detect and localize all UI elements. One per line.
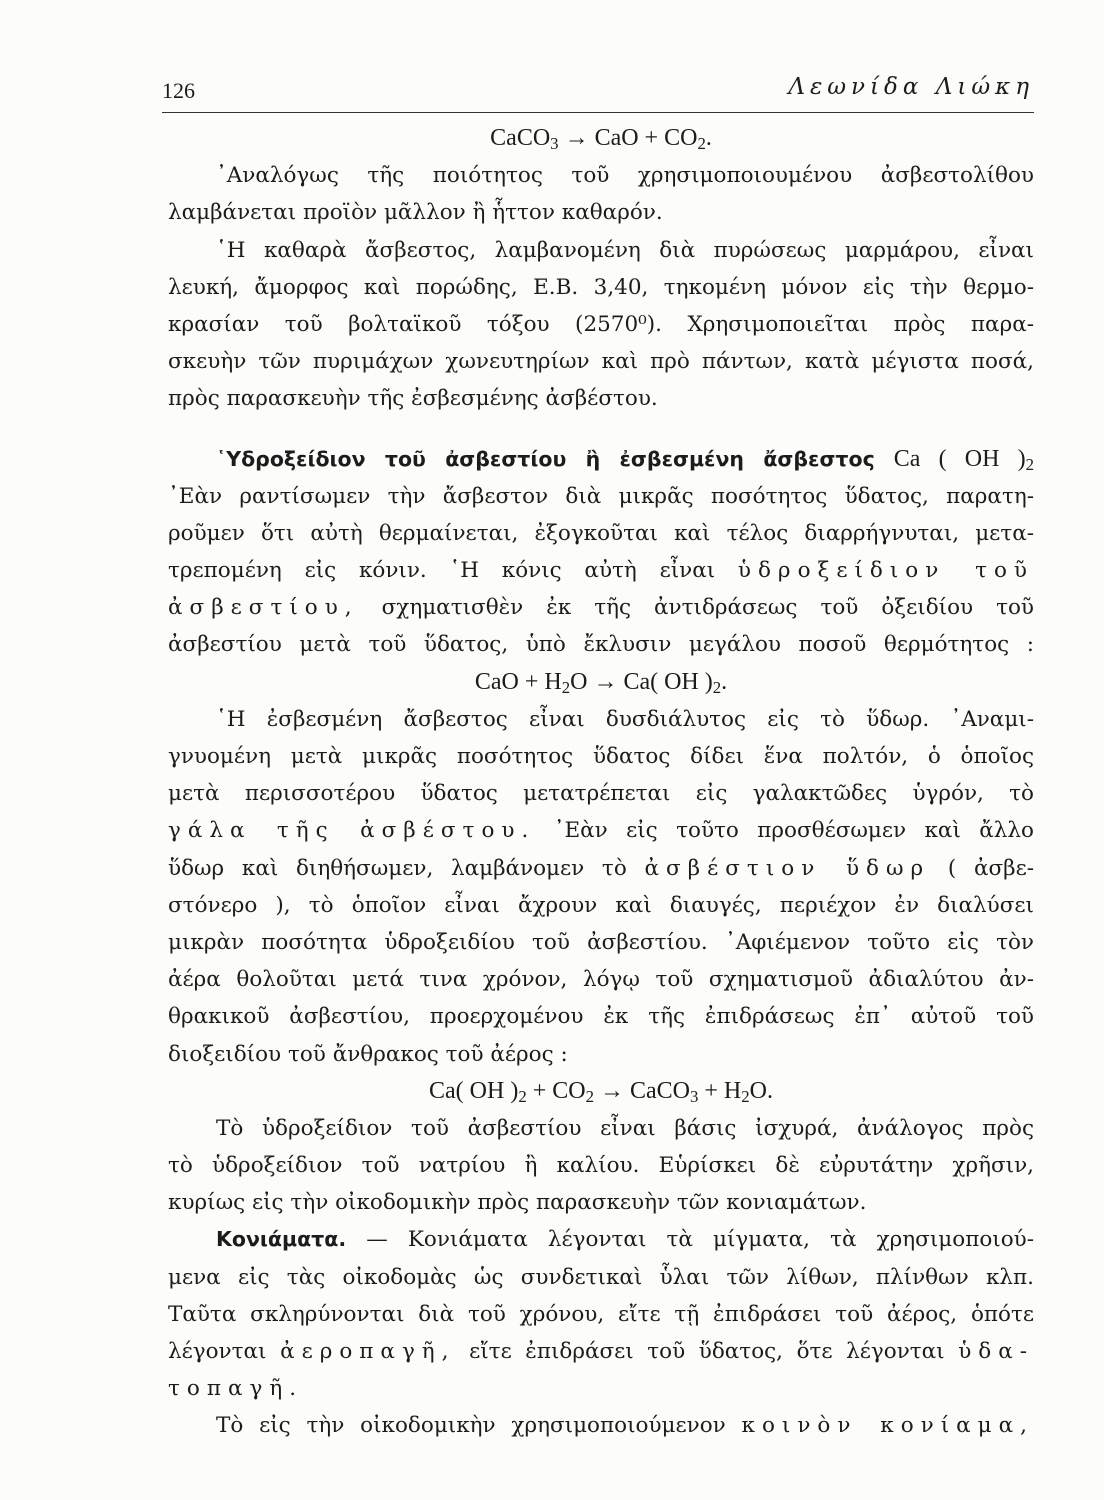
- text-line: τὸ ὑδροξείδιον τοῦ νατρίου ἢ καλίου. Εὑρίσκει δὲ εὐρυτάτην χρῆσιν,: [168, 1153, 1034, 1179]
- text-line: λαμβάνεται προϊὸν μᾶλλον ἢ ἧττον καθαρόν.: [168, 200, 663, 226]
- text-line: ὕδωρ καὶ διηθήσωμεν, λαμβάνομεν τὸ ἀσβέστιον ὕδωρ ( ἀσβε-: [168, 855, 1034, 881]
- spaced-term: ὑδα-: [958, 1339, 1034, 1364]
- text-line: ῾Η καθαρὰ ἄσβεστος, λαμβανομένη διὰ πυρώσεως μαρμάρου, εἶναι: [216, 237, 1034, 263]
- text-line: γάλα τῆς ἀσβέστου. ᾿Εὰν εἰς τοῦτο προσθέσωμεν καὶ ἄλλο: [168, 818, 1034, 844]
- heading-formula: Ca ( OH )2: [893, 445, 1034, 474]
- text-line: στόνερο ), τὸ ὁποῖον εἶναι ἄχρουν καὶ διαυγές, περιέχον ἐν διαλύσει: [168, 892, 1034, 918]
- spaced-term: τοπαγῆ.: [168, 1376, 304, 1402]
- text-line: κυρίως εἰς τὴν οἰκοδομικὴν πρὸς παρασκευὴν τῶν κονιαμάτων.: [168, 1190, 867, 1216]
- text-line: ᾿Εὰν ραντίσωμεν τὴν ἄσβεστον διὰ μικρᾶς ποσότητος ὕδατος, παρατη-: [168, 483, 1034, 509]
- page-body: [168, 120, 1034, 1445]
- text-line: Τὸ εἰς τὴν οἰκοδομικὴν χρησιμοποιούμενον κοινὸν κονίαμα,: [216, 1413, 1034, 1439]
- text-line: μενα εἰς τὰς οἰκοδομὰς ὡς συνδετικαὶ ὗλαι τῶν λίθων, πλίνθων κλπ.: [168, 1264, 1034, 1290]
- text-line: μικρὰν ποσότητα ὑδροξειδίου τοῦ ἀσβεστίου. ᾿Αφιέμενον τοῦτο εἰς τὸν: [168, 929, 1034, 955]
- heading-bold-text: ῾Υδροξείδιον τοῦ ἀσβεστίου ἢ ἐσβεσμένη ἄσβεστος: [216, 446, 875, 471]
- header-rule: [162, 112, 1034, 113]
- text-line: ῾Η ἐσβεσμένη ἄσβεστος εἶναι δυσδιάλυτος εἰς τὸ ὕδωρ. ᾿Αναμι-: [216, 706, 1034, 732]
- text-line: Τὸ ὑδροξείδιον τοῦ ἀσβεστίου εἶναι βάσις ἰσχυρά, ἀνάλογος πρὸς: [216, 1115, 1034, 1141]
- text-line: τρεπομένη εἰς κόνιν. ῾Η κόνις αὐτὴ εἶναι ὑδροξείδιον τοῦ: [168, 558, 1034, 584]
- text-line: Κονιάματα. — Κονιάματα λέγονται τὰ μίγματα, τὰ χρησιμοποιού-: [216, 1227, 1034, 1253]
- text-line: γνυομένη μετὰ μικρᾶς ποσότητος ὕδατος δίδει ἕνα πολτόν, ὁ ὁποῖος: [168, 744, 1034, 769]
- text-line: διοξειδίου τοῦ ἄνθρακος τοῦ ἀέρος :: [168, 1041, 568, 1067]
- text-line: μετὰ περισσοτέρου ὕδατος μετατρέπεται εἰς γαλακτῶδες ὑγρόν, τὸ: [168, 781, 1034, 807]
- spaced-term: ἀσβέστιον ὕδωρ: [644, 855, 931, 881]
- section-gap: [168, 418, 1034, 441]
- text-line: πρὸς παρασκευὴν τῆς ἐσβεσμένης ἀσβέστου.: [168, 386, 658, 412]
- subheading-konimata: Κονιάματα.: [216, 1227, 347, 1252]
- equation-calcination: CaCO3 → CaO + CO2.: [490, 125, 712, 153]
- spaced-term: γάλα τῆς ἀσβέστου.: [168, 818, 536, 844]
- spaced-term: κοινὸν κονίαμα,: [741, 1413, 1034, 1439]
- text-line: σκευὴν τῶν πυριμάχων χωνευτηρίων καὶ πρὸ πάντων, κατὰ μέγιστα ποσά,: [168, 349, 1034, 375]
- text-line: θρακικοῦ ἀσβεστίου, προερχομένου ἐκ τῆς ἐπιδράσεως ἐπ᾿ αὐτοῦ τοῦ: [168, 1004, 1034, 1030]
- text-line: ἀέρα θολοῦται μετά τινα χρόνον, λόγῳ τοῦ σχηματισμοῦ ἀδιαλύτου ἀν-: [168, 967, 1034, 993]
- text-line: [168, 1370, 1034, 1407]
- equation-slaking: CaO + H2O → Ca( OH )2.: [474, 668, 728, 697]
- section-heading: [168, 441, 1034, 478]
- text-line: Ταῦτα σκληρύνονται διὰ τοῦ χρόνου, εἴτε τῇ ἐπιδράσει τοῦ ἀέρος, ὁπότε: [168, 1301, 1034, 1327]
- spaced-term: ὑδροξείδιον τοῦ: [737, 558, 1034, 584]
- text-line: ᾿Αναλόγως τῆς ποιότητος τοῦ χρησιμοποιουμένου ἀσβεστολίθου: [216, 163, 1034, 189]
- text-line: λέγονται ἀεροπαγῆ, εἴτε ἐπιδράσει τοῦ ὕδατος, ὅτε λέγονται ὑδα-: [168, 1339, 1034, 1364]
- spaced-term: ἀσβεστίου,: [168, 595, 359, 621]
- text-line: ἀσβεστίου, σχηματισθὲν ἐκ τῆς ἀντιδράσεως τοῦ ὀξειδίου τοῦ: [168, 595, 1034, 621]
- equation-carbonation: Ca( OH )2 + CO2 → CaCO3 + H2O.: [429, 1077, 773, 1106]
- spaced-term: ἀεροπαγῆ,: [280, 1339, 456, 1364]
- text-line: ἀσβεστίου μετὰ τοῦ ὕδατος, ὑπὸ ἔκλυσιν μεγάλου ποσοῦ θερμότητος :: [168, 632, 1034, 658]
- text-line: ροῦμεν ὅτι αὐτὴ θερμαίνεται, ἐξογκοῦται καὶ τέλος διαρρήγνυται, μετα-: [168, 520, 1034, 546]
- page-number: 126: [162, 78, 195, 103]
- text-line: λευκή, ἄμορφος καὶ πορώδης, Ε.Β. 3,40, τηκομένη μόνον εἰς τὴν θερμο-: [168, 274, 1034, 300]
- running-head: Λεωνίδα Λιώκη: [788, 74, 1034, 100]
- text-line: κρασίαν τοῦ βολταϊκοῦ τόξου (2570⁰). Χρησιμοποιεῖται πρὸς παρα-: [168, 311, 1034, 337]
